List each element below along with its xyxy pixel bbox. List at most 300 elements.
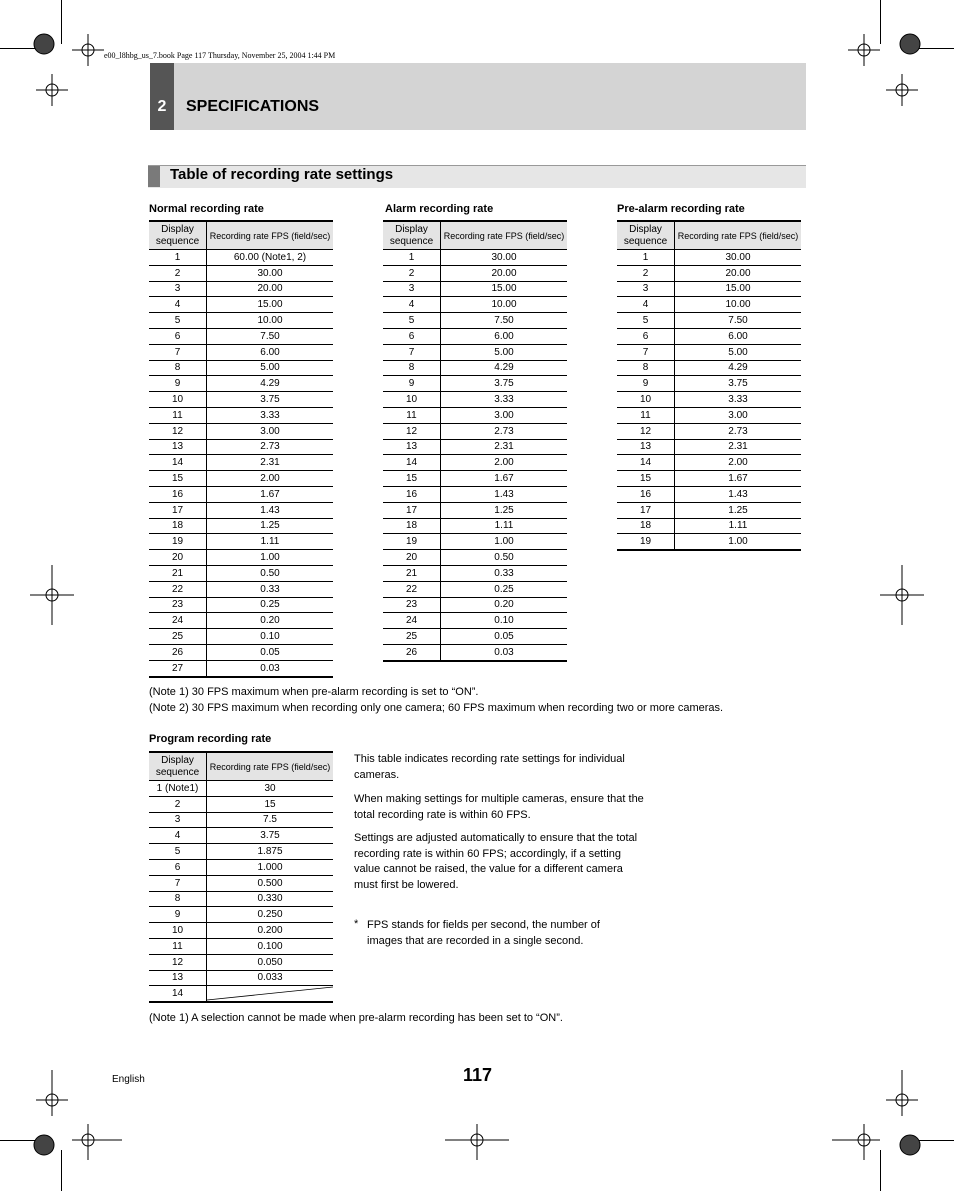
recording-rate-cell: 0.050 bbox=[207, 954, 334, 970]
display-sequence-cell: 3 bbox=[149, 812, 207, 828]
display-sequence-cell: 2 bbox=[149, 796, 207, 812]
table-row bbox=[149, 392, 333, 408]
table-row bbox=[383, 297, 567, 313]
display-sequence-cell: 10 bbox=[149, 392, 207, 408]
recording-rate-cell: 2.00 bbox=[441, 455, 568, 471]
recording-rate-cell: 7.50 bbox=[207, 328, 334, 344]
recording-rate-cell: 2.31 bbox=[675, 439, 802, 455]
paragraph: This table indicates recording rate settings for individual cameras. bbox=[354, 753, 625, 781]
recording-rate-cell: 30.00 bbox=[441, 250, 568, 266]
table-row bbox=[149, 581, 333, 597]
table-header-row bbox=[617, 221, 801, 250]
table-row bbox=[149, 281, 333, 297]
recording-rate-cell: 6.00 bbox=[441, 328, 568, 344]
registration-target-icon bbox=[900, 1135, 920, 1155]
recording-rate-cell: 15.00 bbox=[207, 297, 334, 313]
table-row bbox=[149, 859, 333, 875]
display-sequence-cell: 20 bbox=[383, 550, 441, 566]
display-sequence-cell: 15 bbox=[383, 471, 441, 487]
table-row bbox=[617, 407, 801, 423]
chapter-number-box bbox=[150, 63, 174, 130]
table-row bbox=[149, 407, 333, 423]
display-sequence-cell: 3 bbox=[149, 281, 207, 297]
recording-rate-cell: 3.00 bbox=[207, 423, 334, 439]
footnote: FPS stands for fields per second, the number of images that are recorded in a single second. bbox=[367, 919, 600, 947]
display-sequence-cell: 11 bbox=[149, 938, 207, 954]
recording-rate-cell: 3.75 bbox=[207, 392, 334, 408]
display-sequence-cell: 24 bbox=[383, 613, 441, 629]
display-sequence-cell: 16 bbox=[383, 486, 441, 502]
table-row bbox=[383, 328, 567, 344]
recording-rate-cell: 0.250 bbox=[207, 907, 334, 923]
chapter-number: 2 bbox=[157, 98, 167, 115]
recording-rate-cell: 7.5 bbox=[207, 812, 334, 828]
crosshair-icon bbox=[30, 565, 74, 625]
recording-rate-cell: 1.25 bbox=[675, 502, 802, 518]
display-sequence-cell: 17 bbox=[383, 502, 441, 518]
display-sequence-cell: 14 bbox=[383, 455, 441, 471]
table-row bbox=[149, 565, 333, 581]
chapter-title: SPECIFICATIONS bbox=[186, 98, 320, 115]
program-recording-rate-table bbox=[149, 751, 333, 1003]
registration-target-icon bbox=[900, 34, 920, 54]
display-sequence-cell: 19 bbox=[617, 534, 675, 550]
recording-rate-cell: 2.00 bbox=[207, 471, 334, 487]
recording-rate-cell: 5.00 bbox=[675, 344, 802, 360]
display-sequence-cell: 15 bbox=[149, 471, 207, 487]
display-sequence-cell: 6 bbox=[149, 328, 207, 344]
recording-rate-cell: 4.29 bbox=[441, 360, 568, 376]
table-row bbox=[149, 781, 333, 797]
recording-rate-cell: 2.31 bbox=[441, 439, 568, 455]
recording-rate-cell: 2.00 bbox=[675, 455, 802, 471]
crosshair-icon bbox=[832, 1124, 880, 1160]
recording-rate-cell: 1.25 bbox=[441, 502, 568, 518]
display-sequence-cell: 19 bbox=[383, 534, 441, 550]
table-row bbox=[383, 471, 567, 487]
table-row bbox=[149, 313, 333, 329]
recording-rate-cell: 60.00 (Note1, 2) bbox=[207, 250, 334, 266]
crosshair-icon bbox=[445, 1124, 509, 1160]
table-row bbox=[149, 328, 333, 344]
recording-rate-cell: 3.33 bbox=[207, 407, 334, 423]
registration-target-icon bbox=[34, 1135, 54, 1155]
table-row bbox=[149, 250, 333, 266]
table-row bbox=[149, 828, 333, 844]
recording-rate-cell: 1.43 bbox=[441, 486, 568, 502]
table-row bbox=[383, 439, 567, 455]
display-sequence-cell: 1 bbox=[149, 250, 207, 266]
note-2: (Note 2) 30 FPS maximum when recording only one camera; 60 FPS maximum when recording two or more cameras. bbox=[149, 702, 724, 714]
table-row bbox=[149, 907, 333, 923]
recording-rate-cell: 0.03 bbox=[207, 660, 334, 676]
table-row bbox=[149, 875, 333, 891]
recording-rate-cell: 2.73 bbox=[207, 439, 334, 455]
recording-rate-cell: 0.05 bbox=[207, 644, 334, 660]
recording-rate-cell: 30.00 bbox=[675, 250, 802, 266]
recording-rate-cell: 6.00 bbox=[207, 344, 334, 360]
recording-rate-cell: 1.875 bbox=[207, 844, 334, 860]
recording-rate-cell: 6.00 bbox=[675, 328, 802, 344]
recording-rate-cell: 20.00 bbox=[675, 265, 802, 281]
display-sequence-cell: 4 bbox=[383, 297, 441, 313]
display-sequence-cell: 2 bbox=[617, 265, 675, 281]
recording-rate-cell: 10.00 bbox=[207, 313, 334, 329]
recording-rate-cell: 1.000 bbox=[207, 859, 334, 875]
table-row bbox=[383, 281, 567, 297]
display-sequence-cell: 19 bbox=[149, 534, 207, 550]
recording-rate-cell: 15.00 bbox=[441, 281, 568, 297]
display-sequence-cell: 11 bbox=[383, 407, 441, 423]
table-row bbox=[149, 954, 333, 970]
table-row bbox=[617, 502, 801, 518]
crosshair-icon bbox=[72, 1124, 122, 1160]
display-sequence-cell: 6 bbox=[617, 328, 675, 344]
display-sequence-cell: 3 bbox=[617, 281, 675, 297]
display-sequence-cell: 9 bbox=[149, 907, 207, 923]
display-sequence-cell: 7 bbox=[383, 344, 441, 360]
display-sequence-cell: 5 bbox=[149, 844, 207, 860]
table-row bbox=[383, 376, 567, 392]
table-row bbox=[617, 518, 801, 534]
display-sequence-cell: 12 bbox=[149, 423, 207, 439]
display-sequence-cell: 26 bbox=[383, 644, 441, 660]
table-row bbox=[383, 407, 567, 423]
recording-rate-cell: 3.75 bbox=[441, 376, 568, 392]
recording-rate-cell: 3.33 bbox=[441, 392, 568, 408]
file-info-line: e00_l8hbg_us_7.book Page 117 Thursday, November 25, 2004 1:44 PM bbox=[104, 51, 336, 60]
recording-rate-cell: 0.200 bbox=[207, 923, 334, 939]
table-row bbox=[149, 471, 333, 487]
column-header-recording-rate: Recording rate FPS (field/sec) bbox=[675, 221, 802, 250]
table-row bbox=[149, 518, 333, 534]
display-sequence-cell: 14 bbox=[149, 455, 207, 471]
table-row bbox=[383, 581, 567, 597]
table-row bbox=[383, 613, 567, 629]
table-row bbox=[149, 344, 333, 360]
recording-rate-cell: 5.00 bbox=[441, 344, 568, 360]
display-sequence-cell: 14 bbox=[617, 455, 675, 471]
recording-rate-cell: 1.00 bbox=[441, 534, 568, 550]
table-row bbox=[149, 265, 333, 281]
recording-rate-cell: 2.31 bbox=[207, 455, 334, 471]
crosshair-icon bbox=[886, 74, 918, 106]
table-row bbox=[617, 313, 801, 329]
table-row bbox=[383, 629, 567, 645]
column-header-recording-rate: Recording rate FPS (field/sec) bbox=[207, 752, 334, 781]
display-sequence-cell: 13 bbox=[149, 970, 207, 986]
table-row bbox=[383, 360, 567, 376]
display-sequence-cell: 8 bbox=[383, 360, 441, 376]
diagonal-slash-icon bbox=[207, 986, 333, 1001]
display-sequence-cell: 12 bbox=[617, 423, 675, 439]
table-row bbox=[149, 844, 333, 860]
table-row bbox=[383, 455, 567, 471]
table-row bbox=[617, 486, 801, 502]
crosshair-icon bbox=[36, 74, 68, 106]
table-row bbox=[383, 597, 567, 613]
display-sequence-cell: 4 bbox=[149, 297, 207, 313]
display-sequence-cell: 16 bbox=[617, 486, 675, 502]
column-header-display-sequence: Display sequence bbox=[149, 221, 207, 250]
display-sequence-cell: 6 bbox=[149, 859, 207, 875]
table-row bbox=[383, 313, 567, 329]
normal-recording-rate-table bbox=[149, 220, 333, 678]
table-row bbox=[149, 376, 333, 392]
display-sequence-cell: 9 bbox=[617, 376, 675, 392]
display-sequence-cell: 1 (Note1) bbox=[149, 781, 207, 797]
page-number: 117 bbox=[463, 1065, 493, 1085]
recording-rate-cell: 1.11 bbox=[441, 518, 568, 534]
recording-rate-cell: 1.43 bbox=[675, 486, 802, 502]
table-row bbox=[149, 644, 333, 660]
display-sequence-cell: 8 bbox=[149, 360, 207, 376]
program-table-title: Program recording rate bbox=[149, 733, 272, 745]
recording-rate-cell: 2.73 bbox=[675, 423, 802, 439]
table-row bbox=[149, 923, 333, 939]
table-row bbox=[617, 297, 801, 313]
table-row bbox=[149, 297, 333, 313]
table-row bbox=[149, 660, 333, 676]
display-sequence-cell: 5 bbox=[383, 313, 441, 329]
recording-rate-cell: 0.05 bbox=[441, 629, 568, 645]
table-row bbox=[149, 812, 333, 828]
display-sequence-cell: 7 bbox=[149, 875, 207, 891]
recording-rate-cell: 3.33 bbox=[675, 392, 802, 408]
section-title: Table of recording rate settings bbox=[170, 166, 394, 183]
table-row bbox=[383, 344, 567, 360]
table-row bbox=[383, 518, 567, 534]
display-sequence-cell: 25 bbox=[383, 629, 441, 645]
recording-rate-cell: 0.33 bbox=[441, 565, 568, 581]
table-row bbox=[149, 360, 333, 376]
recording-rate-cell: 3.00 bbox=[675, 407, 802, 423]
recording-rate-cell: 30.00 bbox=[207, 265, 334, 281]
normal-table-title: Normal recording rate bbox=[149, 203, 264, 215]
registration-target-icon bbox=[34, 34, 54, 54]
table-row bbox=[149, 891, 333, 907]
program-note: (Note 1) A selection cannot be made when pre-alarm recording has been set to “ON”. bbox=[149, 1012, 563, 1024]
recording-rate-cell: 1.00 bbox=[675, 534, 802, 550]
recording-rate-cell: 1.11 bbox=[675, 518, 802, 534]
table-row bbox=[617, 455, 801, 471]
display-sequence-cell: 7 bbox=[149, 344, 207, 360]
crosshair-icon bbox=[848, 34, 880, 66]
recording-rate-cell: 0.033 bbox=[207, 970, 334, 986]
display-sequence-cell: 8 bbox=[149, 891, 207, 907]
recording-rate-cell: 1.67 bbox=[441, 471, 568, 487]
recording-rate-cell: 1.11 bbox=[207, 534, 334, 550]
column-header-recording-rate: Recording rate FPS (field/sec) bbox=[441, 221, 568, 250]
table-row bbox=[383, 392, 567, 408]
table-row bbox=[149, 629, 333, 645]
recording-rate-cell: 3.75 bbox=[207, 828, 334, 844]
table-row bbox=[617, 281, 801, 297]
recording-rate-cell: 0.25 bbox=[207, 597, 334, 613]
recording-rate-cell bbox=[207, 986, 334, 1002]
display-sequence-cell: 25 bbox=[149, 629, 207, 645]
paragraph: When making settings for multiple cameras, ensure that the total recording rate is within 60 FPS. bbox=[354, 793, 644, 821]
table-row bbox=[617, 265, 801, 281]
display-sequence-cell: 4 bbox=[617, 297, 675, 313]
recording-rate-cell: 1.00 bbox=[207, 550, 334, 566]
display-sequence-cell: 8 bbox=[617, 360, 675, 376]
recording-rate-cell: 4.29 bbox=[675, 360, 802, 376]
table-row bbox=[149, 613, 333, 629]
display-sequence-cell: 6 bbox=[383, 328, 441, 344]
display-sequence-cell: 18 bbox=[617, 518, 675, 534]
recording-rate-cell: 0.500 bbox=[207, 875, 334, 891]
table-row bbox=[149, 597, 333, 613]
display-sequence-cell: 13 bbox=[617, 439, 675, 455]
table-row bbox=[149, 502, 333, 518]
table-row bbox=[149, 455, 333, 471]
display-sequence-cell: 22 bbox=[383, 581, 441, 597]
display-sequence-cell: 24 bbox=[149, 613, 207, 629]
table-row bbox=[149, 550, 333, 566]
recording-rate-cell: 2.73 bbox=[441, 423, 568, 439]
table-row bbox=[383, 534, 567, 550]
note-1: (Note 1) 30 FPS maximum when pre-alarm recording is set to “ON”. bbox=[149, 686, 479, 698]
table-row bbox=[149, 534, 333, 550]
display-sequence-cell: 7 bbox=[617, 344, 675, 360]
recording-rate-cell: 3.00 bbox=[441, 407, 568, 423]
prealarm-recording-rate-table bbox=[617, 220, 801, 551]
display-sequence-cell: 15 bbox=[617, 471, 675, 487]
column-header-display-sequence: Display sequence bbox=[617, 221, 675, 250]
recording-rate-cell: 10.00 bbox=[441, 297, 568, 313]
recording-rate-cell: 1.67 bbox=[675, 471, 802, 487]
recording-rate-cell: 3.75 bbox=[675, 376, 802, 392]
display-sequence-cell: 21 bbox=[383, 565, 441, 581]
table-row bbox=[383, 265, 567, 281]
table-row bbox=[617, 360, 801, 376]
recording-rate-cell: 0.330 bbox=[207, 891, 334, 907]
recording-rate-cell: 1.43 bbox=[207, 502, 334, 518]
recording-rate-cell: 0.10 bbox=[441, 613, 568, 629]
display-sequence-cell: 2 bbox=[149, 265, 207, 281]
recording-rate-cell: 0.50 bbox=[441, 550, 568, 566]
recording-rate-cell: 0.20 bbox=[441, 597, 568, 613]
table-row bbox=[617, 534, 801, 550]
recording-rate-cell: 0.50 bbox=[207, 565, 334, 581]
table-row bbox=[149, 970, 333, 986]
display-sequence-cell: 10 bbox=[617, 392, 675, 408]
table-row bbox=[617, 439, 801, 455]
recording-rate-cell: 1.67 bbox=[207, 486, 334, 502]
display-sequence-cell: 2 bbox=[383, 265, 441, 281]
recording-rate-cell: 0.100 bbox=[207, 938, 334, 954]
display-sequence-cell: 23 bbox=[383, 597, 441, 613]
display-sequence-cell: 13 bbox=[383, 439, 441, 455]
table-row bbox=[149, 486, 333, 502]
table-row bbox=[383, 250, 567, 266]
recording-rate-cell: 0.10 bbox=[207, 629, 334, 645]
table-row bbox=[617, 423, 801, 439]
display-sequence-cell: 1 bbox=[617, 250, 675, 266]
crosshair-icon bbox=[880, 565, 924, 625]
table-row bbox=[383, 565, 567, 581]
table-row bbox=[383, 550, 567, 566]
column-header-display-sequence: Display sequence bbox=[149, 752, 207, 781]
display-sequence-cell: 3 bbox=[383, 281, 441, 297]
display-sequence-cell: 1 bbox=[383, 250, 441, 266]
display-sequence-cell: 22 bbox=[149, 581, 207, 597]
alarm-recording-rate-table bbox=[383, 220, 567, 662]
column-header-display-sequence: Display sequence bbox=[383, 221, 441, 250]
footer-language: English bbox=[112, 1074, 145, 1085]
display-sequence-cell: 14 bbox=[149, 986, 207, 1002]
display-sequence-cell: 16 bbox=[149, 486, 207, 502]
table-row bbox=[383, 502, 567, 518]
recording-rate-cell: 15 bbox=[207, 796, 334, 812]
recording-rate-cell: 4.29 bbox=[207, 376, 334, 392]
display-sequence-cell: 9 bbox=[383, 376, 441, 392]
display-sequence-cell: 12 bbox=[149, 954, 207, 970]
recording-rate-cell: 0.25 bbox=[441, 581, 568, 597]
table-row bbox=[149, 423, 333, 439]
recording-rate-cell: 0.03 bbox=[441, 644, 568, 660]
display-sequence-cell: 26 bbox=[149, 644, 207, 660]
display-sequence-cell: 11 bbox=[149, 407, 207, 423]
table-row bbox=[617, 471, 801, 487]
display-sequence-cell: 5 bbox=[617, 313, 675, 329]
recording-rate-cell: 0.20 bbox=[207, 613, 334, 629]
prealarm-table-title: Pre-alarm recording rate bbox=[617, 203, 745, 215]
table-header-row bbox=[149, 752, 333, 781]
table-row bbox=[383, 644, 567, 660]
table-header-row bbox=[383, 221, 567, 250]
table-row bbox=[149, 986, 333, 1002]
table-row bbox=[149, 439, 333, 455]
table-row bbox=[149, 796, 333, 812]
table-row bbox=[149, 938, 333, 954]
display-sequence-cell: 17 bbox=[617, 502, 675, 518]
recording-rate-cell: 15.00 bbox=[675, 281, 802, 297]
crosshair-icon bbox=[886, 1070, 918, 1116]
display-sequence-cell: 20 bbox=[149, 550, 207, 566]
column-header-recording-rate: Recording rate FPS (field/sec) bbox=[207, 221, 334, 250]
chapter-header bbox=[150, 63, 806, 130]
recording-rate-cell: 7.50 bbox=[441, 313, 568, 329]
table-header-row bbox=[149, 221, 333, 250]
recording-rate-cell: 0.33 bbox=[207, 581, 334, 597]
display-sequence-cell: 21 bbox=[149, 565, 207, 581]
table-row bbox=[617, 392, 801, 408]
footnote-marker: * bbox=[354, 918, 359, 930]
table-row bbox=[617, 328, 801, 344]
table-row bbox=[617, 376, 801, 392]
table-row bbox=[383, 486, 567, 502]
display-sequence-cell: 17 bbox=[149, 502, 207, 518]
table-row bbox=[383, 423, 567, 439]
display-sequence-cell: 10 bbox=[149, 923, 207, 939]
display-sequence-cell: 18 bbox=[149, 518, 207, 534]
recording-rate-cell: 5.00 bbox=[207, 360, 334, 376]
table-row bbox=[617, 250, 801, 266]
display-sequence-cell: 27 bbox=[149, 660, 207, 676]
display-sequence-cell: 23 bbox=[149, 597, 207, 613]
display-sequence-cell: 10 bbox=[383, 392, 441, 408]
recording-rate-cell: 20.00 bbox=[207, 281, 334, 297]
display-sequence-cell: 4 bbox=[149, 828, 207, 844]
display-sequence-cell: 12 bbox=[383, 423, 441, 439]
paragraph: Settings are adjusted automatically to ensure that the total recording rate is within 60 FPS; accordingly, if a setting value cannot be raised, the value for a different camera must first be lowered. bbox=[354, 832, 638, 891]
recording-rate-cell: 30 bbox=[207, 781, 334, 797]
recording-rate-cell: 7.50 bbox=[675, 313, 802, 329]
display-sequence-cell: 5 bbox=[149, 313, 207, 329]
crosshair-icon bbox=[36, 1070, 68, 1116]
